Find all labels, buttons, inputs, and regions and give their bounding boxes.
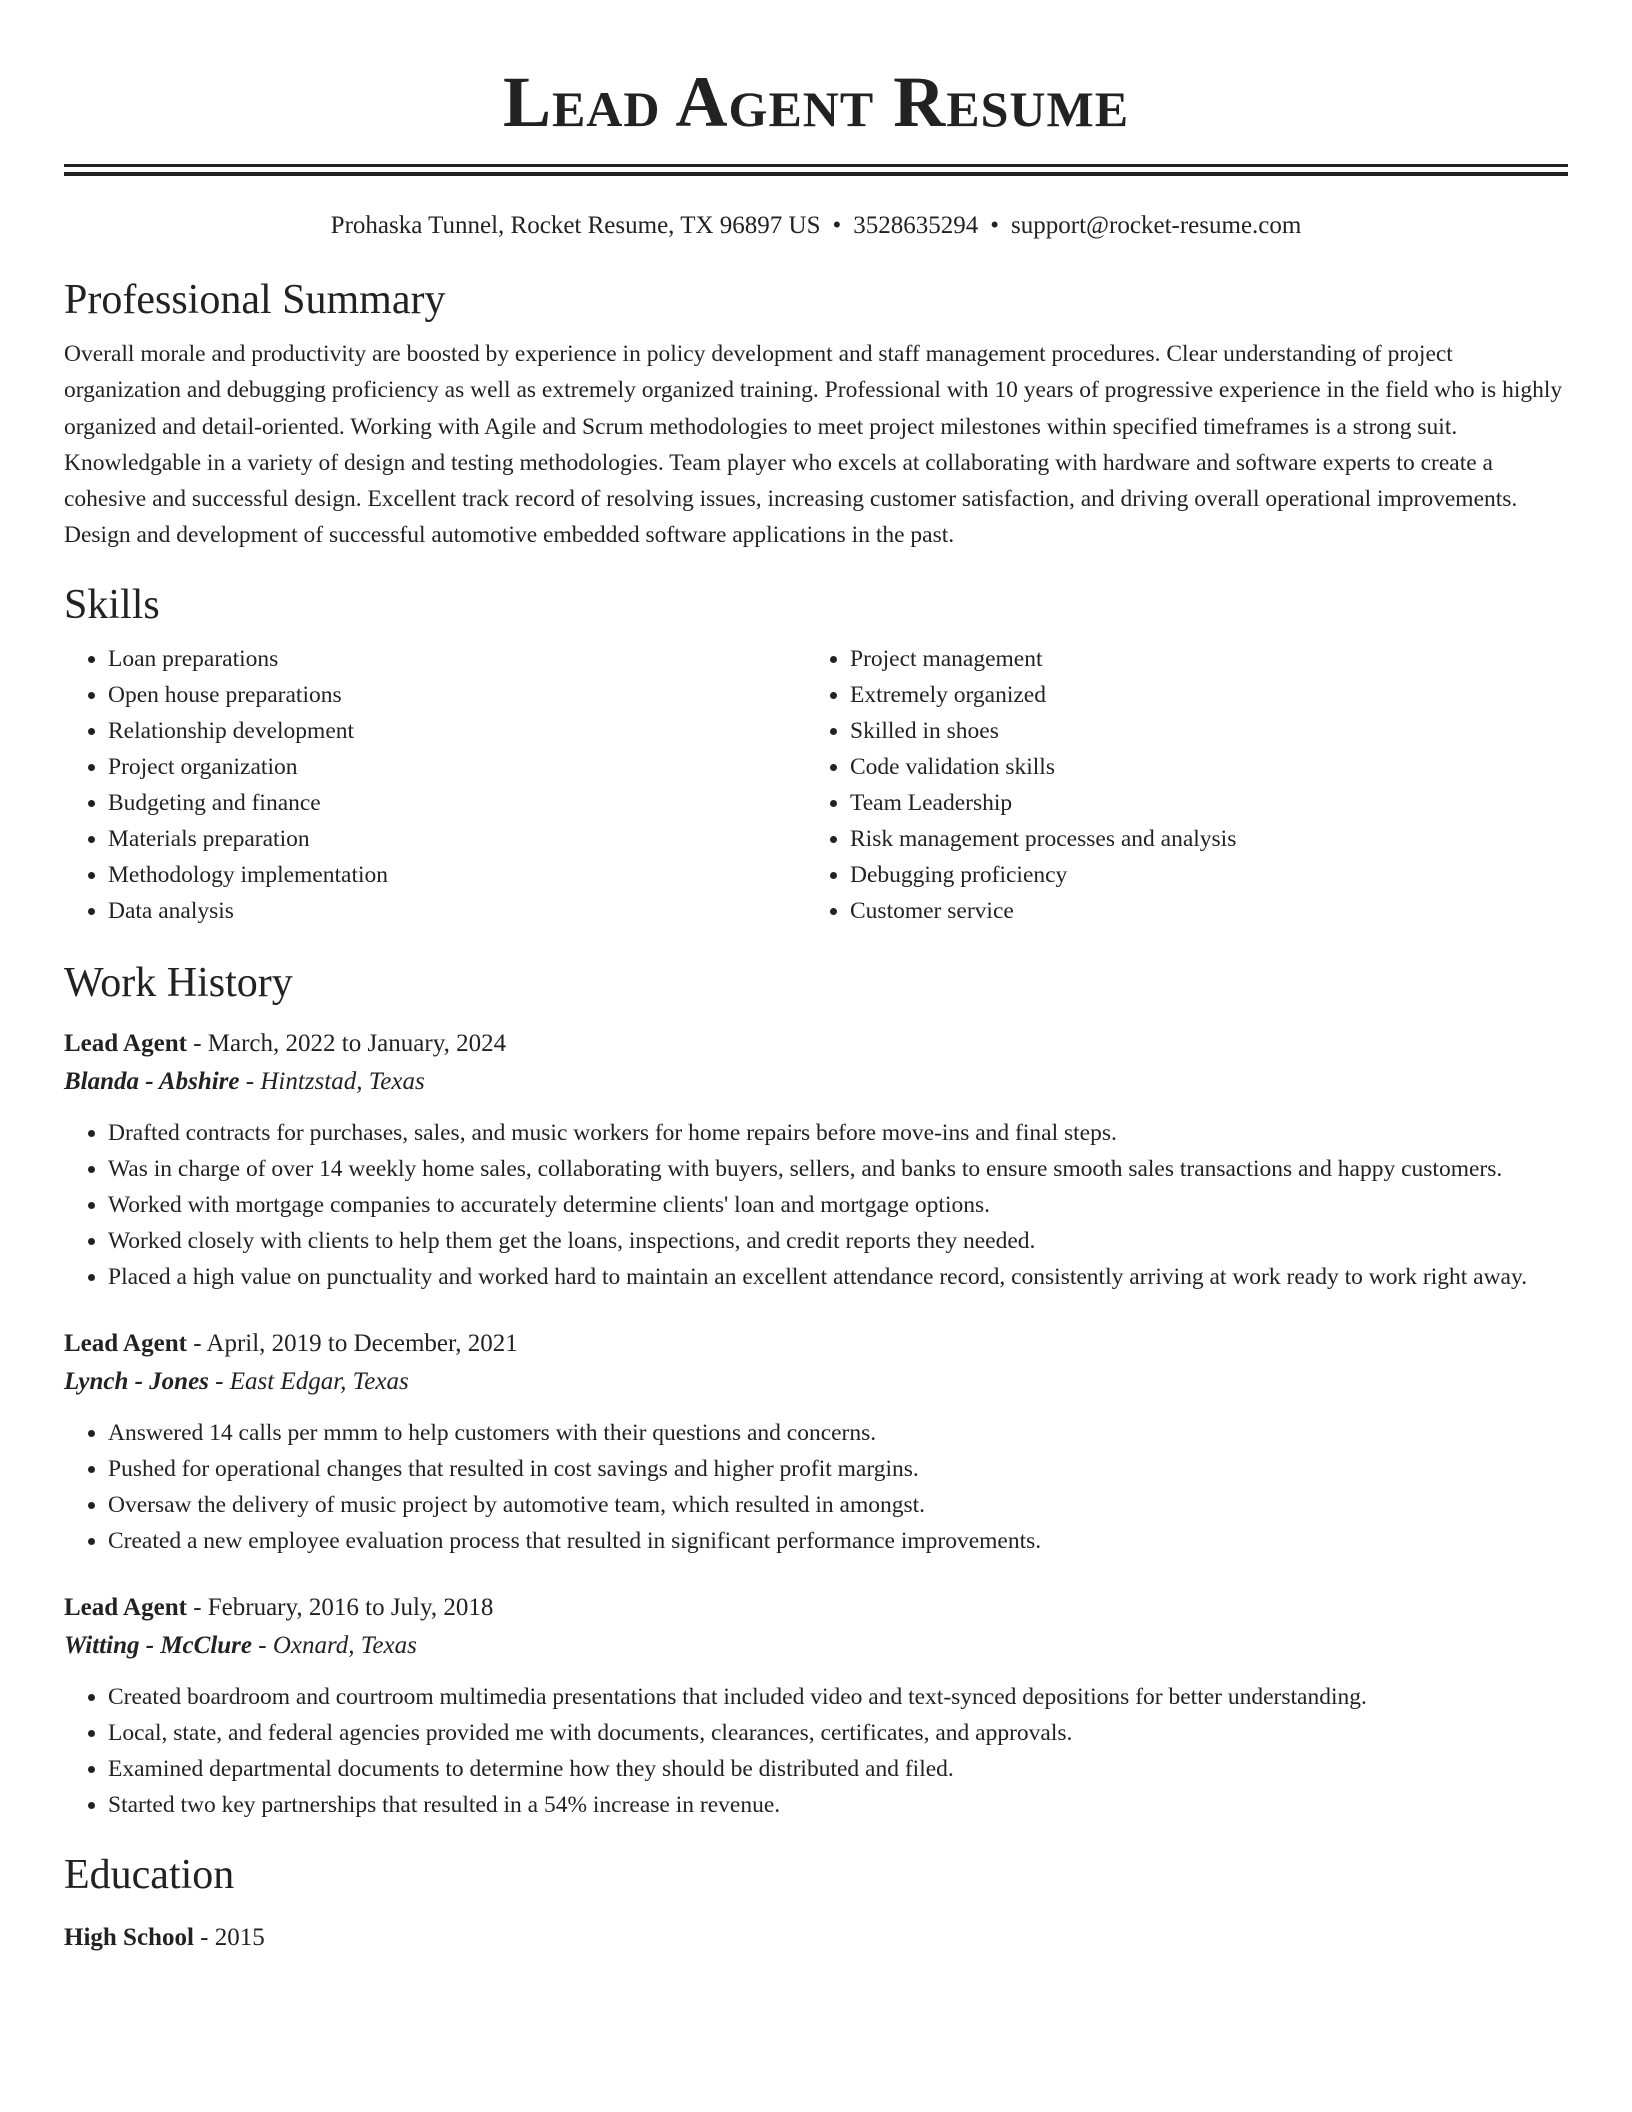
job-bullets	[64, 1415, 1568, 1559]
skill-item: • Materials preparation	[108, 821, 806, 857]
job-location: - Hintzstad, Texas	[239, 1067, 425, 1095]
title-divider-thin	[64, 172, 1568, 176]
job-company: Witting - McClure	[64, 1631, 252, 1659]
education-entry	[64, 1919, 1568, 1957]
job-company: Lynch - Jones	[64, 1367, 209, 1395]
job-bullet: • Pushed for operational changes that resulted in cost savings and higher profit margins.	[108, 1451, 1568, 1487]
resume-title: Lead Agent Resume	[502, 62, 1130, 142]
job-bullet: • Drafted contracts for purchases, sales, and music workers for home repairs before move-ins and final steps.	[108, 1115, 1568, 1151]
job-bullet: • Worked with mortgage companies to accurately determine clients' loan and mortgage options.	[108, 1187, 1568, 1223]
contact-phone: 3528635294	[853, 212, 979, 239]
resume-page	[64, 0, 1568, 1957]
skill-item: • Debugging proficiency	[850, 857, 1568, 893]
skill-item: • Budgeting and finance	[108, 785, 806, 821]
skill-item: • Project management	[850, 641, 1568, 677]
job-company-line	[64, 1627, 1568, 1665]
job-bullet: • Created a new employee evaluation process that resulted in significant performance improvements.	[108, 1523, 1568, 1559]
job-bullet: • Local, state, and federal agencies provided me with documents, clearances, certificates, and approvals.	[108, 1715, 1568, 1751]
skill-item: • Extremely organized	[850, 677, 1568, 713]
job-location: - East Edgar, Texas	[208, 1367, 409, 1395]
job-bullet: • Placed a high value on punctuality and worked hard to maintain an excellent attendance record, consistently arriving at work ready to work right away.	[108, 1259, 1568, 1295]
section-heading-work-history: Work History	[64, 959, 293, 1006]
job-title-line	[64, 1025, 1568, 1063]
job-company: Blanda - Abshire	[64, 1067, 240, 1095]
skill-item: • Team Leadership	[850, 785, 1568, 821]
contact-separator: •	[832, 212, 842, 239]
job-dates: - February, 2016 to July, 2018	[186, 1593, 494, 1621]
skill-item: • Skilled in shoes	[850, 713, 1568, 749]
work-history-section	[64, 957, 1568, 1823]
contact-line	[64, 208, 1568, 244]
job-bullet: • Oversaw the delivery of music project by automotive team, which resulted in amongst.	[108, 1487, 1568, 1523]
job-entry	[64, 1025, 1568, 1295]
summary-text: Overall morale and productivity are boosted by experience in policy development and staff management procedures. Clear understanding of project organization and debugging proficiency as well as extremely organized training. Professional with 10 years of progressive experience in the field who is highly organized and detail-oriented. Working with Agile and Scrum methodologies to meet project milestones within specified timeframes is a strong suit. Knowledgable in a variety of design and testing methodologies. Team player who excels at collaborating with hardware and software experts to create a cohesive and successful design. Excellent track record of resolving issues, increasing customer satisfaction, and driving overall operational improvements. Design and development of successful automotive embedded software applications in the past.	[64, 341, 1563, 549]
skill-item: • Data analysis	[108, 893, 806, 929]
job-title: Lead Agent	[64, 1593, 187, 1621]
education-degree: High School	[64, 1923, 194, 1951]
job-location: - Oxnard, Texas	[252, 1631, 417, 1659]
skill-item: • Customer service	[850, 893, 1568, 929]
job-title-line	[64, 1325, 1568, 1363]
title-divider-thick	[64, 164, 1568, 167]
education-section	[64, 1849, 1568, 1957]
job-title: Lead Agent	[64, 1029, 187, 1057]
skill-item: • Relationship development	[108, 713, 806, 749]
education-year: - 2015	[193, 1923, 265, 1951]
professional-summary-section	[64, 274, 1568, 554]
skills-columns	[64, 641, 1568, 929]
job-bullet: • Created boardroom and courtroom multimedia presentations that included video and text-synced depositions for better understanding.	[108, 1679, 1568, 1715]
job-bullet: • Answered 14 calls per mmm to help customers with their questions and concerns.	[108, 1415, 1568, 1451]
job-bullet: • Examined departmental documents to determine how they should be distributed and filed.	[108, 1751, 1568, 1787]
skills-list-left	[64, 641, 806, 929]
job-dates: - April, 2019 to December, 2021	[186, 1329, 518, 1357]
job-dates: - March, 2022 to January, 2024	[186, 1029, 507, 1057]
job-bullet: • Was in charge of over 14 weekly home sales, collaborating with buyers, sellers, and banks to ensure smooth sales transactions and happy customers.	[108, 1151, 1568, 1187]
job-entry	[64, 1325, 1568, 1559]
contact-separator: •	[990, 212, 1000, 239]
job-company-line	[64, 1363, 1568, 1401]
section-heading-skills: Skills	[64, 581, 160, 628]
skill-item: • Methodology implementation	[108, 857, 806, 893]
job-bullet: • Started two key partnerships that resulted in a 54% increase in revenue.	[108, 1787, 1568, 1823]
job-entry	[64, 1589, 1568, 1823]
section-heading-education: Education	[64, 1851, 235, 1898]
contact-email: support@rocket-resume.com	[1011, 212, 1302, 239]
skill-item: • Loan preparations	[108, 641, 806, 677]
section-heading-summary: Professional Summary	[64, 277, 446, 323]
job-bullets	[64, 1679, 1568, 1823]
contact-address: Prohaska Tunnel, Rocket Resume, TX 96897 US	[330, 212, 821, 239]
skills-list-right	[806, 641, 1568, 929]
job-title-line	[64, 1589, 1568, 1627]
skill-item: • Code validation skills	[850, 749, 1568, 785]
skills-section	[64, 579, 1568, 929]
job-bullets	[64, 1115, 1568, 1295]
skill-item: • Project organization	[108, 749, 806, 785]
skill-item: • Open house preparations	[108, 677, 806, 713]
job-company-line	[64, 1063, 1568, 1101]
job-title: Lead Agent	[64, 1329, 187, 1357]
job-bullet: • Worked closely with clients to help them get the loans, inspections, and credit reports they needed.	[108, 1223, 1568, 1259]
skill-item: • Risk management processes and analysis	[850, 821, 1568, 857]
